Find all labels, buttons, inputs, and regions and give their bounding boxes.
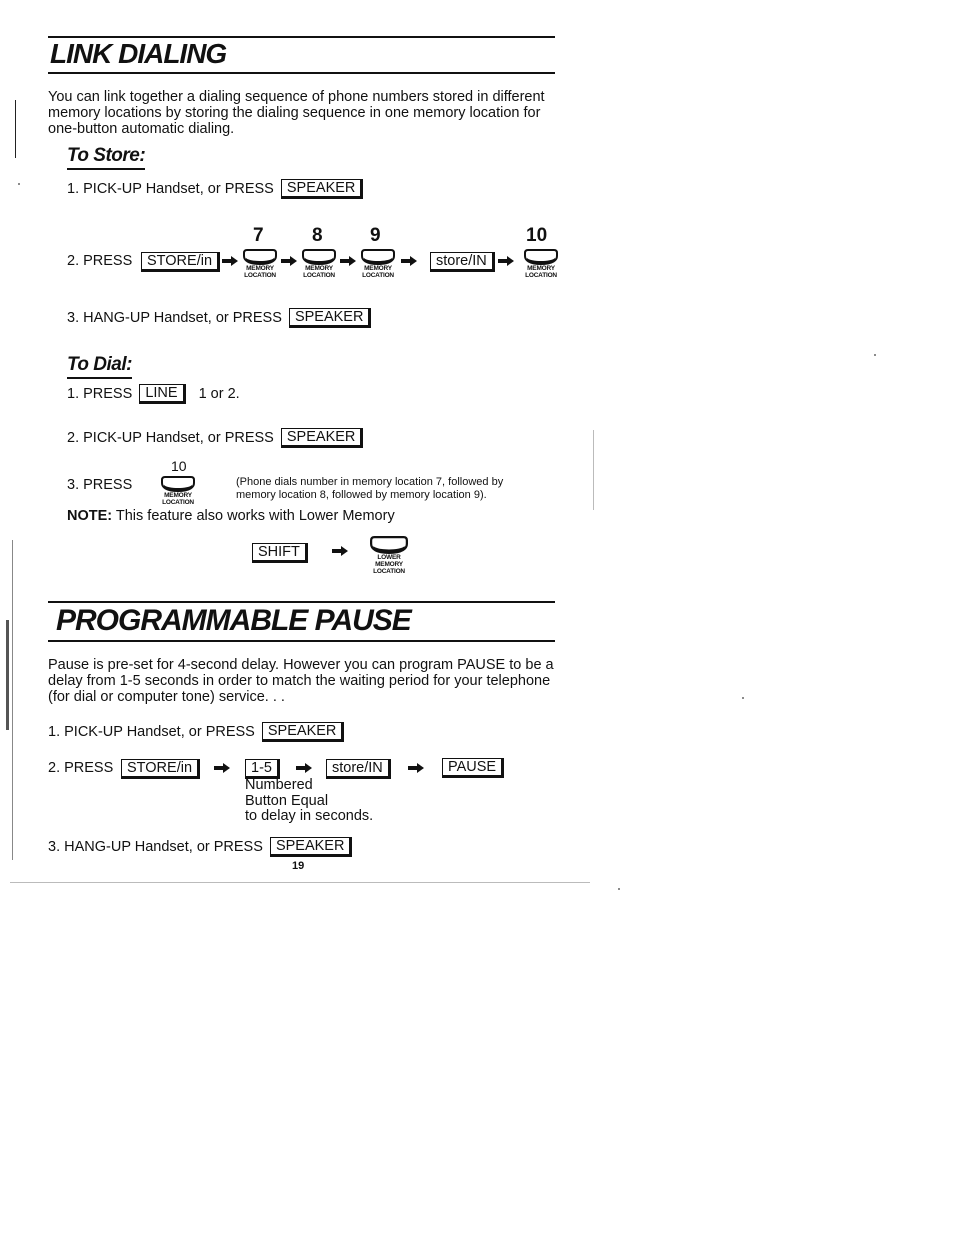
arrow-icon	[340, 256, 356, 266]
scan-margin-line	[6, 620, 9, 730]
memory-caption-2: LOCATION	[525, 272, 557, 279]
pause-step-2-text: 2. PRESS	[48, 760, 114, 776]
pause-top-rule	[48, 601, 555, 603]
line-key[interactable]: LINE	[139, 384, 185, 404]
scan-speck	[742, 697, 744, 699]
dial-step-3-note: (Phone dials number in memory location 7, followed by memory location 8, followed by memory location 9).	[236, 476, 504, 501]
arrow-icon	[498, 256, 514, 266]
dial-step-1	[67, 384, 240, 404]
caption-line-2: Button Equal	[245, 792, 329, 809]
arrow-icon	[296, 763, 312, 773]
memory-button-icon	[161, 476, 195, 492]
memory-button-7[interactable]	[240, 249, 280, 279]
memory-caption-2: LOCATION	[162, 499, 194, 506]
store-step-3-text: 3. HANG-UP Handset, or PRESS	[67, 309, 282, 326]
digit-10: 10	[526, 225, 548, 246]
note-text: This feature also works with Lower Memory	[115, 508, 395, 524]
store-in-lower-key[interactable]: store/IN	[326, 759, 391, 779]
link-dialing-intro: You can link together a dialing sequence of phone numbers stored in different memory locations by storing the dialing sequence in one memory location for one-button automatic dialing.	[48, 89, 545, 137]
scan-speck	[618, 888, 620, 890]
speaker-key[interactable]: SPEAKER	[289, 308, 372, 328]
pause-title-underline	[48, 640, 555, 642]
arrow-icon	[281, 256, 297, 266]
scan-margin-line	[12, 540, 13, 860]
title-underline	[48, 72, 555, 74]
scan-bottom-line	[10, 882, 590, 883]
dial-step-3-digit: 10	[171, 458, 187, 474]
memory-caption-2: LOCATION	[362, 272, 394, 279]
memory-button-10[interactable]	[521, 249, 561, 279]
pause-step-1-text: 1. PICK-UP Handset, or PRESS	[48, 723, 255, 740]
note-label: NOTE:	[67, 508, 113, 524]
store-in-upper-key[interactable]: STORE/in	[141, 252, 220, 272]
dial-step-1-suffix: 1 or 2.	[198, 385, 240, 402]
lower-caption-1: LOWER	[377, 554, 401, 561]
arrow-icon	[214, 763, 230, 773]
to-dial-heading: To Dial:	[67, 354, 132, 379]
scan-speck	[18, 183, 20, 185]
scan-speck	[874, 354, 876, 356]
memory-button-icon	[243, 249, 277, 265]
pause-step-3	[48, 837, 355, 857]
caption-line-1: Numbered	[245, 777, 313, 793]
memory-button-9[interactable]	[358, 249, 398, 279]
lower-caption-2: MEMORY	[375, 561, 403, 568]
arrow-icon	[332, 546, 348, 556]
memory-caption-1: MEMORY	[246, 265, 274, 272]
note-line	[67, 508, 395, 524]
to-store-heading: To Store:	[67, 145, 145, 170]
store-step-3	[67, 308, 374, 328]
caption-line-3: to delay in seconds.	[245, 808, 374, 824]
dial-step-2-text: 2. PICK-UP Handset, or PRESS	[67, 429, 274, 446]
dial-step-3-text: 3. PRESS	[67, 477, 133, 493]
memory-caption-1: MEMORY	[527, 265, 555, 272]
pause-intro: Pause is pre-set for 4-second delay. However you can program PAUSE to be a delay from 1-5 seconds in order to match the waiting period for your telephone (for dial or computer tone) service. . .	[48, 657, 554, 705]
speaker-key[interactable]: SPEAKER	[281, 179, 364, 199]
memory-button-icon	[370, 536, 408, 554]
memory-button-10-dial[interactable]	[158, 476, 198, 506]
pause-key[interactable]: PAUSE	[442, 758, 504, 778]
link-dialing-title: LINK DIALING	[50, 38, 227, 69]
store-step-1	[67, 179, 366, 199]
arrow-icon	[408, 763, 424, 773]
digit-7: 7	[253, 225, 264, 246]
memory-button-icon	[524, 249, 558, 265]
arrow-icon	[222, 256, 238, 266]
memory-button-icon	[361, 249, 395, 265]
pause-step-2-caption	[245, 778, 373, 825]
memory-button-icon	[302, 249, 336, 265]
page-number: 19	[292, 860, 305, 872]
shift-key[interactable]: SHIFT	[252, 543, 308, 563]
memory-caption-2: LOCATION	[303, 272, 335, 279]
pause-step-1	[48, 722, 347, 742]
digit-9: 9	[370, 225, 381, 246]
speaker-key[interactable]: SPEAKER	[281, 428, 364, 448]
memory-button-8[interactable]	[299, 249, 339, 279]
lower-caption-3: LOCATION	[373, 568, 405, 575]
digit-8: 8	[312, 225, 323, 246]
programmable-pause-title: PROGRAMMABLE PAUSE	[56, 604, 411, 637]
dial-step-2	[67, 428, 366, 448]
memory-caption-1: MEMORY	[305, 265, 333, 272]
store-step-1-text: 1. PICK-UP Handset, or PRESS	[67, 180, 274, 197]
lower-memory-button[interactable]	[369, 536, 409, 575]
store-in-upper-key[interactable]: STORE/in	[121, 759, 200, 779]
arrow-icon	[401, 256, 417, 266]
store-step-2-text: 2. PRESS	[67, 253, 133, 269]
scan-margin-line	[15, 100, 16, 158]
speaker-key[interactable]: SPEAKER	[270, 837, 353, 857]
memory-caption-1: MEMORY	[364, 265, 392, 272]
memory-caption-1: MEMORY	[164, 492, 192, 499]
memory-caption-2: LOCATION	[244, 272, 276, 279]
numbered-1-5-key[interactable]: 1-5	[245, 759, 280, 779]
pause-step-3-text: 3. HANG-UP Handset, or PRESS	[48, 838, 263, 855]
store-in-lower-key[interactable]: store/IN	[430, 252, 495, 272]
dial-step-1-text: 1. PRESS	[67, 385, 133, 402]
scan-margin-line	[593, 430, 594, 510]
speaker-key[interactable]: SPEAKER	[262, 722, 345, 742]
